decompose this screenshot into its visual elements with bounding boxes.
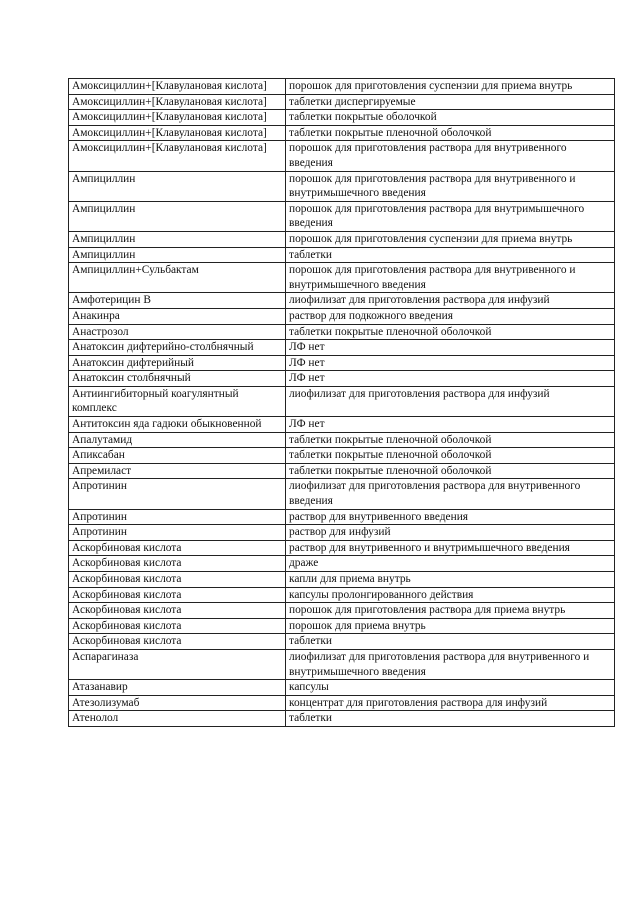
table-row [69, 201, 615, 231]
dosage-form-cell: концентрат для приготовления раствора для инфузий [286, 695, 615, 711]
table-row [69, 509, 615, 525]
dosage-form-cell: порошок для приготовления раствора для внутривенного и внутримышечного введения [286, 263, 615, 293]
drug-name-cell: Апремиласт [69, 463, 286, 479]
table-row [69, 94, 615, 110]
drug-name-cell: Аскорбиновая кислота [69, 572, 286, 588]
table-row [69, 587, 615, 603]
drug-name-cell: Апалутамид [69, 432, 286, 448]
drug-name-cell: Атенолол [69, 711, 286, 727]
table-row [69, 141, 615, 171]
dosage-form-cell: порошок для приготовления раствора для внутривенного введения [286, 141, 615, 171]
dosage-form-cell: порошок для приготовления раствора для приема внутрь [286, 603, 615, 619]
drug-name-cell: Аскорбиновая кислота [69, 603, 286, 619]
dosage-form-cell: порошок для приготовления раствора для внутривенного и внутримышечного введения [286, 171, 615, 201]
dosage-form-cell: ЛФ нет [286, 355, 615, 371]
table-row [69, 540, 615, 556]
drug-name-cell: Ампициллин [69, 201, 286, 231]
table-row [69, 125, 615, 141]
drug-name-cell: Аскорбиновая кислота [69, 634, 286, 650]
drug-name-cell: Амоксициллин+[Клавулановая кислота] [69, 94, 286, 110]
table-row [69, 463, 615, 479]
table-row [69, 355, 615, 371]
dosage-form-cell: ЛФ нет [286, 417, 615, 433]
drug-name-cell: Аскорбиновая кислота [69, 587, 286, 603]
drug-name-cell: Ампициллин [69, 171, 286, 201]
dosage-form-cell: таблетки покрытые пленочной оболочкой [286, 463, 615, 479]
table-row [69, 79, 615, 95]
drug-name-cell: Ампициллин [69, 231, 286, 247]
table-row [69, 110, 615, 126]
table-row [69, 711, 615, 727]
dosage-form-cell: капсулы [286, 680, 615, 696]
dosage-form-cell: порошок для приема внутрь [286, 618, 615, 634]
drug-name-cell: Анатоксин дифтерийный [69, 355, 286, 371]
dosage-form-cell: порошок для приготовления суспензии для приема внутрь [286, 79, 615, 95]
drug-name-cell: Амоксициллин+[Клавулановая кислота] [69, 141, 286, 171]
drug-name-cell: Аскорбиновая кислота [69, 618, 286, 634]
table-row [69, 572, 615, 588]
dosage-form-cell: таблетки покрытые пленочной оболочкой [286, 324, 615, 340]
drug-name-cell: Аскорбиновая кислота [69, 540, 286, 556]
table-row [69, 308, 615, 324]
drug-name-cell: Ампициллин+Сульбактам [69, 263, 286, 293]
table-row [69, 340, 615, 356]
table-row [69, 634, 615, 650]
drug-forms-table-body [69, 79, 615, 727]
drug-name-cell: Антиингибиторный коагулянтный комплекс [69, 386, 286, 416]
dosage-form-cell: раствор для внутривенного и внутримышечного введения [286, 540, 615, 556]
drug-name-cell: Аскорбиновая кислота [69, 556, 286, 572]
drug-name-cell: Атезолизумаб [69, 695, 286, 711]
table-row [69, 618, 615, 634]
dosage-form-cell: капсулы пролонгированного действия [286, 587, 615, 603]
drug-name-cell: Апротинин [69, 479, 286, 509]
drug-name-cell: Амфотерицин B [69, 293, 286, 309]
dosage-form-cell: таблетки покрытые оболочкой [286, 110, 615, 126]
dosage-form-cell: таблетки [286, 634, 615, 650]
drug-name-cell: Апротинин [69, 525, 286, 541]
dosage-form-cell: таблетки диспергируемые [286, 94, 615, 110]
dosage-form-cell: лиофилизат для приготовления раствора для инфузий [286, 293, 615, 309]
table-row [69, 680, 615, 696]
drug-name-cell: Анатоксин дифтерийно-столбнячный [69, 340, 286, 356]
dosage-form-cell: таблетки покрытые пленочной оболочкой [286, 432, 615, 448]
drug-name-cell: Анакинра [69, 308, 286, 324]
table-row [69, 432, 615, 448]
drug-name-cell: Амоксициллин+[Клавулановая кислота] [69, 125, 286, 141]
drug-name-cell: Амоксициллин+[Клавулановая кислота] [69, 110, 286, 126]
dosage-form-cell: лиофилизат для приготовления раствора для инфузий [286, 386, 615, 416]
dosage-form-cell: таблетки покрытые пленочной оболочкой [286, 125, 615, 141]
dosage-form-cell: порошок для приготовления раствора для внутримышечного введения [286, 201, 615, 231]
table-row [69, 695, 615, 711]
table-row [69, 386, 615, 416]
drug-name-cell: Амоксициллин+[Клавулановая кислота] [69, 79, 286, 95]
table-row [69, 231, 615, 247]
dosage-form-cell: порошок для приготовления суспензии для приема внутрь [286, 231, 615, 247]
drug-name-cell: Анатоксин столбнячный [69, 371, 286, 387]
dosage-form-cell: ЛФ нет [286, 340, 615, 356]
drug-forms-table [68, 78, 615, 727]
dosage-form-cell: ЛФ нет [286, 371, 615, 387]
drug-name-cell: Антитоксин яда гадюки обыкновенной [69, 417, 286, 433]
drug-name-cell: Апиксабан [69, 448, 286, 464]
table-row [69, 448, 615, 464]
dosage-form-cell: лиофилизат для приготовления раствора для внутривенного введения [286, 479, 615, 509]
dosage-form-cell: таблетки [286, 711, 615, 727]
table-row [69, 371, 615, 387]
drug-name-cell: Анастрозол [69, 324, 286, 340]
table-row [69, 649, 615, 679]
dosage-form-cell: раствор для подкожного введения [286, 308, 615, 324]
dosage-form-cell: капли для приема внутрь [286, 572, 615, 588]
table-row [69, 603, 615, 619]
drug-name-cell: Атазанавир [69, 680, 286, 696]
table-row [69, 479, 615, 509]
dosage-form-cell: раствор для инфузий [286, 525, 615, 541]
dosage-form-cell: лиофилизат для приготовления раствора для внутривенного и внутримышечного введения [286, 649, 615, 679]
dosage-form-cell: драже [286, 556, 615, 572]
table-row [69, 556, 615, 572]
table-row [69, 247, 615, 263]
table-row [69, 293, 615, 309]
drug-name-cell: Ампициллин [69, 247, 286, 263]
drug-name-cell: Аспарагиназа [69, 649, 286, 679]
table-row [69, 171, 615, 201]
dosage-form-cell: таблетки покрытые пленочной оболочкой [286, 448, 615, 464]
dosage-form-cell: раствор для внутривенного введения [286, 509, 615, 525]
table-row [69, 525, 615, 541]
drug-name-cell: Апротинин [69, 509, 286, 525]
table-row [69, 263, 615, 293]
table-row [69, 324, 615, 340]
table-row [69, 417, 615, 433]
dosage-form-cell: таблетки [286, 247, 615, 263]
